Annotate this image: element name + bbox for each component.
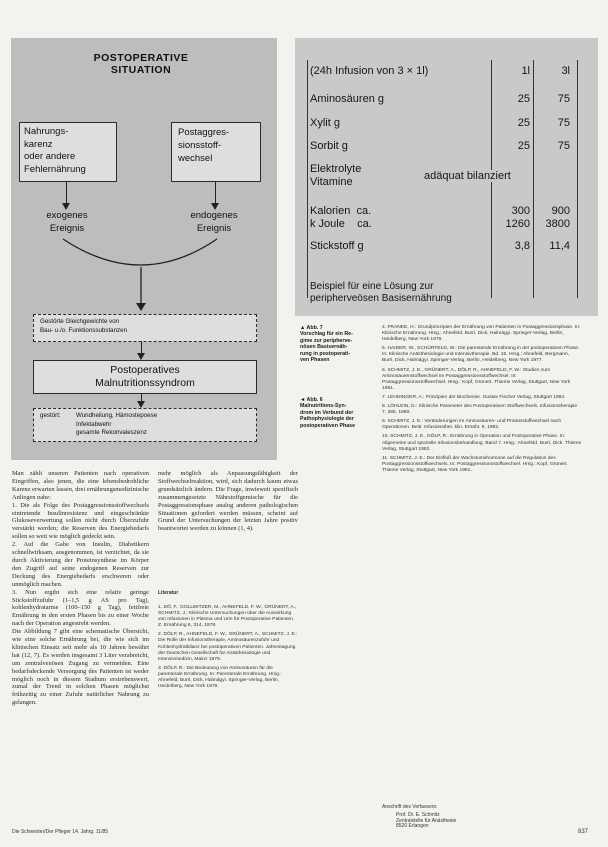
electrolytes-value: adäquat bilanziert: [424, 170, 511, 182]
right-box: [171, 122, 261, 182]
figure7-caption: ▲ Abb. 7 Vorschlag für ein Re- gime zur peripherve- nösen Basisernäh- rung in postoperati- ven Phasen: [300, 325, 353, 364]
syndrome-text: Postoperatives Malnutritionssyndrom: [95, 364, 195, 389]
address-text: Prof. Dr. E. Schmitz Zentralstelle für Anästhesie 8520 Erlangen: [396, 812, 457, 830]
paragraph: 2. Auf die Gabe von Insulin, Diabetikern schnellwirksam, ausgenommen, ist verzichtet, da sie durch Aktivierung der Proteinsynthese im Körper den Zugriff auf seine endogenen Reserven zur Deckung des Energiebedarfs erschweren oder unmöglich machen.: [12, 541, 149, 588]
reference-item: 2. DÖLP, R., AHNEFELD, F. W., GRÜNERT, A., SCHMITZ, J. E.: Die Rolle der Infusionstherapie, Aminosäurenzufuhr und Kohlenhydratbilanz bei postoperativen Patienten. Jahrestagung der Deutschen Gesellschaft für Anästhesiologie und Intensivmedizin, Mainz 1979.: [158, 632, 298, 662]
arrow-mid: [141, 341, 142, 358]
table-row-energy: [310, 205, 592, 235]
reference-item: 3. DÖLP, R.: Die Bedeutung von Aminosäuren für die parenterale Ernährung. In: Parenterale Ernährung. Hrsg.: Ahnefeld, Burri, Dick, Halmágyi. Springer-Verlag, Berlin, Heidelberg, New York 1979.: [158, 665, 282, 690]
nutrition-table-figure: [295, 38, 598, 316]
consequence-box: [33, 408, 257, 442]
references-right: [382, 325, 582, 477]
table-header-c2: 3l: [561, 65, 570, 77]
consequence-text: Wundheilung, Hämostepoese Infektabwehr gesamte Rekonvaleszenz: [76, 412, 158, 436]
arrow-bottom: [141, 394, 142, 406]
energy-label: Kalorien ca. k Joule ca.: [310, 205, 372, 230]
reference-item: 11. SCHMITZ, J. E.: Der Einfluß der Wachstumshormone auf die Regulation des Postaggressionsstoffwechsels. In: Postaggressionsstoffwechsel. Hrsg.: Kopf, Grünert. Thieme Verlag, Stuttgart, New York 1981.: [382, 455, 568, 473]
row-label: Aminosäuren g: [310, 93, 384, 105]
paragraph: mehr möglich als Anpassungsfähigkeit der Stoffwechselreaktion, wird, sich dadurch kaum etwas grundsätzlich ändern. Die Frage, inwieweit spezifisch zusammengesetzte Nährstoffgemische für die Postaggressionsphase analog anderen pathologischen Situationen gefordert werden müssen, scheint auf Grund der Untersuchungen der letzten Jahre positiv beantwortet werden zu können (1, 4).: [158, 470, 298, 533]
flowchart-figure: [11, 38, 277, 460]
reference-item: 5. HAIDER, W., SCHÜRFELD, W.: Die parenterale Ernährung in der postoperativen Phase. In: Klinische Anästhesiologie und Intensivtherapie. Bd. 15. Hrsg.: Ahnefeld, Bergmann, Burri, Dick, Halmágyi. Springer-Verlag, Berlin, Heidelberg, New York 1977.: [382, 346, 580, 364]
converging-arc: [11, 233, 277, 313]
row-c2: 75: [557, 140, 570, 152]
paragraph: 1. Die als Folge des Postaggressionsstoffwechsels eintretende Insulinresistenz und eingeschränkte Glukoseverwertung sollen nicht durch Überzufuhr verstärkt werden; die Reserven des Energiebedarfs sollen so weit wie möglich gedeckt sein.: [12, 501, 149, 541]
consequence-label: gestört:: [40, 412, 61, 419]
table-caption: Beispiel für eine Lösung zur peripherveösen Basisernährung: [310, 281, 452, 304]
nitrogen-c1: 3,8: [514, 240, 530, 252]
nitrogen-c2: 11,4: [549, 240, 570, 252]
footer-page-number: 837: [578, 829, 589, 835]
reference-item: 8. LÖHLEIN, D.: Klinische Parameter des Postoperativen Stoffwechsels. Infusionstherapie 7, 285, 1980.: [382, 404, 578, 416]
reference-item: 1. DÖ, F., GOLLWITZER, M., AHNEFELD, F. W., GRÜNERT, A., SCHMITZ, J.: Klinische Untersuchungen über die Auswirkung von Infusionen in Plasma und Urin für Postoperative Patienten. Z. Ernährung 6, 314, 1978.: [158, 605, 297, 629]
disturbed-box: [33, 314, 257, 342]
footer-journal: Die Schwester/Der Pfleger 14. Jahrg. 11/85: [12, 829, 109, 835]
row-c2: 75: [557, 93, 570, 105]
references-left: [158, 605, 298, 693]
nitrogen-label: Stickstoff g: [310, 240, 364, 252]
address-heading: Anschrift des Verfassers:: [382, 804, 438, 810]
row-c1: 25: [517, 93, 530, 105]
row-c1: 25: [517, 117, 530, 129]
reference-item: 4. FRANKE, H.: Grundprinzipien der Ernährung von Patienten in Postaggressionsphase. In: Klinische Ernährung. Hrsg.: Ahnefeld, Burri, Dick, Halmágyi. Springer-Verlag, Berlin, Heidelberg, New York 1979.: [382, 325, 581, 343]
body-column-2: [158, 470, 298, 533]
row-label: Xylit g: [310, 117, 340, 129]
reference-item: 10. SCHMITZ, J. E., DÖLP, R.: Ernährung in Operation und Postoperative Phase. In: Allgemeine und spezielle Infusionsbehandlung. Band 7. Hrsg.: Ahnefeld, Burri, Dick. Thieme Verlag, Stuttgart 1982.: [382, 434, 582, 452]
electrolytes-label: Elektrolyte Vitamine: [310, 163, 362, 188]
table-header-label: (24h Infusion von 3 × 1l): [310, 65, 429, 77]
paragraph: Man zählt unseren Patienten nach operativen Eingriffen, also jenen, die eine lebensbedrohliche Karenz erwarten lassen, drei ernährungsmedizinische Anliegen nahe:: [12, 470, 149, 501]
energy-c1: 300 1260: [505, 205, 530, 230]
reference-item: 6. SCHMITZ, J. E., GRÜNERT, A., DÖLP, R., AHNEFELD, F. W.: Studien zum Aminosäurenstoffwechsel im Postaggressionsstoffwechsel. In: Postaggressionsstoffwechsel. Hrsg.: Kopf, Grünert. Thieme Verlag, Stuttgart, New York 1981.: [382, 367, 571, 391]
table-left-rule: [307, 60, 308, 298]
literature-heading: Literatur: [158, 590, 179, 596]
right-box-text: Postaggres- sionsstoff- wechsel: [178, 127, 230, 164]
row-label: Sorbit g: [310, 140, 348, 152]
energy-c2: 900 3800: [545, 205, 570, 230]
left-box-text: Nahrungs- karenz oder andere Fehlernährung: [24, 126, 86, 175]
reference-item: 9. SCHMITZ, J. E.: Veränderungen im Aminosäuren- und Proteinstoffwechsel nach Operationen. Beitr. Infusionsther. klin. Ernähr. 9, 1982.: [382, 419, 562, 431]
paragraph: Die Abbildung 7 gibt eine schematische Übersicht, wie eine solche Ernährung bei, die wie sich im klinischen Einsatz seit mehr als 10 Jahren bewährt hat (12, 7). Es werden insgesamt 3 Liter verabreicht, um zentralvenösen Zugang zu vermeiden. Eine bedarfsdeckende Versorgung des Patienten ist weder möglich noch in diesem Stadium erstrebenswert, zumal der Trend in solchen Phasen möglichst frühzeitig zu einer Zufuhr natürlicher Nahrung zu gelangen.: [12, 628, 149, 707]
arrow-right: [215, 182, 216, 208]
table-header-c1: 1l: [521, 65, 530, 77]
endogenous-label: endogenes Ereignis: [190, 210, 238, 234]
exogenous-label: exogenes Ereignis: [46, 210, 88, 234]
figure6-caption: ◄ Abb. 6 Malnutritions-Syn- drom im Verbund der Pathophysiologie der postoperativen Phase: [300, 397, 356, 429]
arrow-left: [66, 182, 67, 208]
paragraph: 3. Nun ergibt sich eine relativ geringe Stickstoffzufuhr (1–1,5 g AS pro Tag), kohlenhydratarme (100–150 g Tag), fettfreie Ernährung in den ersten Phasen bis zu einer Woche nach der Operation angestrebt werden.: [12, 588, 149, 628]
table-row-electrolytes: [310, 163, 592, 193]
row-c2: 75: [557, 117, 570, 129]
left-box: [19, 122, 117, 182]
row-c1: 25: [517, 140, 530, 152]
disturbed-text: Gestörte Gleichgewichte von Bau- u./o. Funktionssubstanzen: [40, 318, 128, 334]
body-column-1: [12, 470, 149, 707]
flowchart-title: POSTOPERATIVE SITUATION: [93, 52, 189, 76]
syndrome-box: [33, 360, 257, 394]
reference-item: 7. LEHNINGER, A.: Prinzipien der Biochemie. Gustav Fischer Verlag, Stuttgart 1984.: [382, 394, 566, 400]
